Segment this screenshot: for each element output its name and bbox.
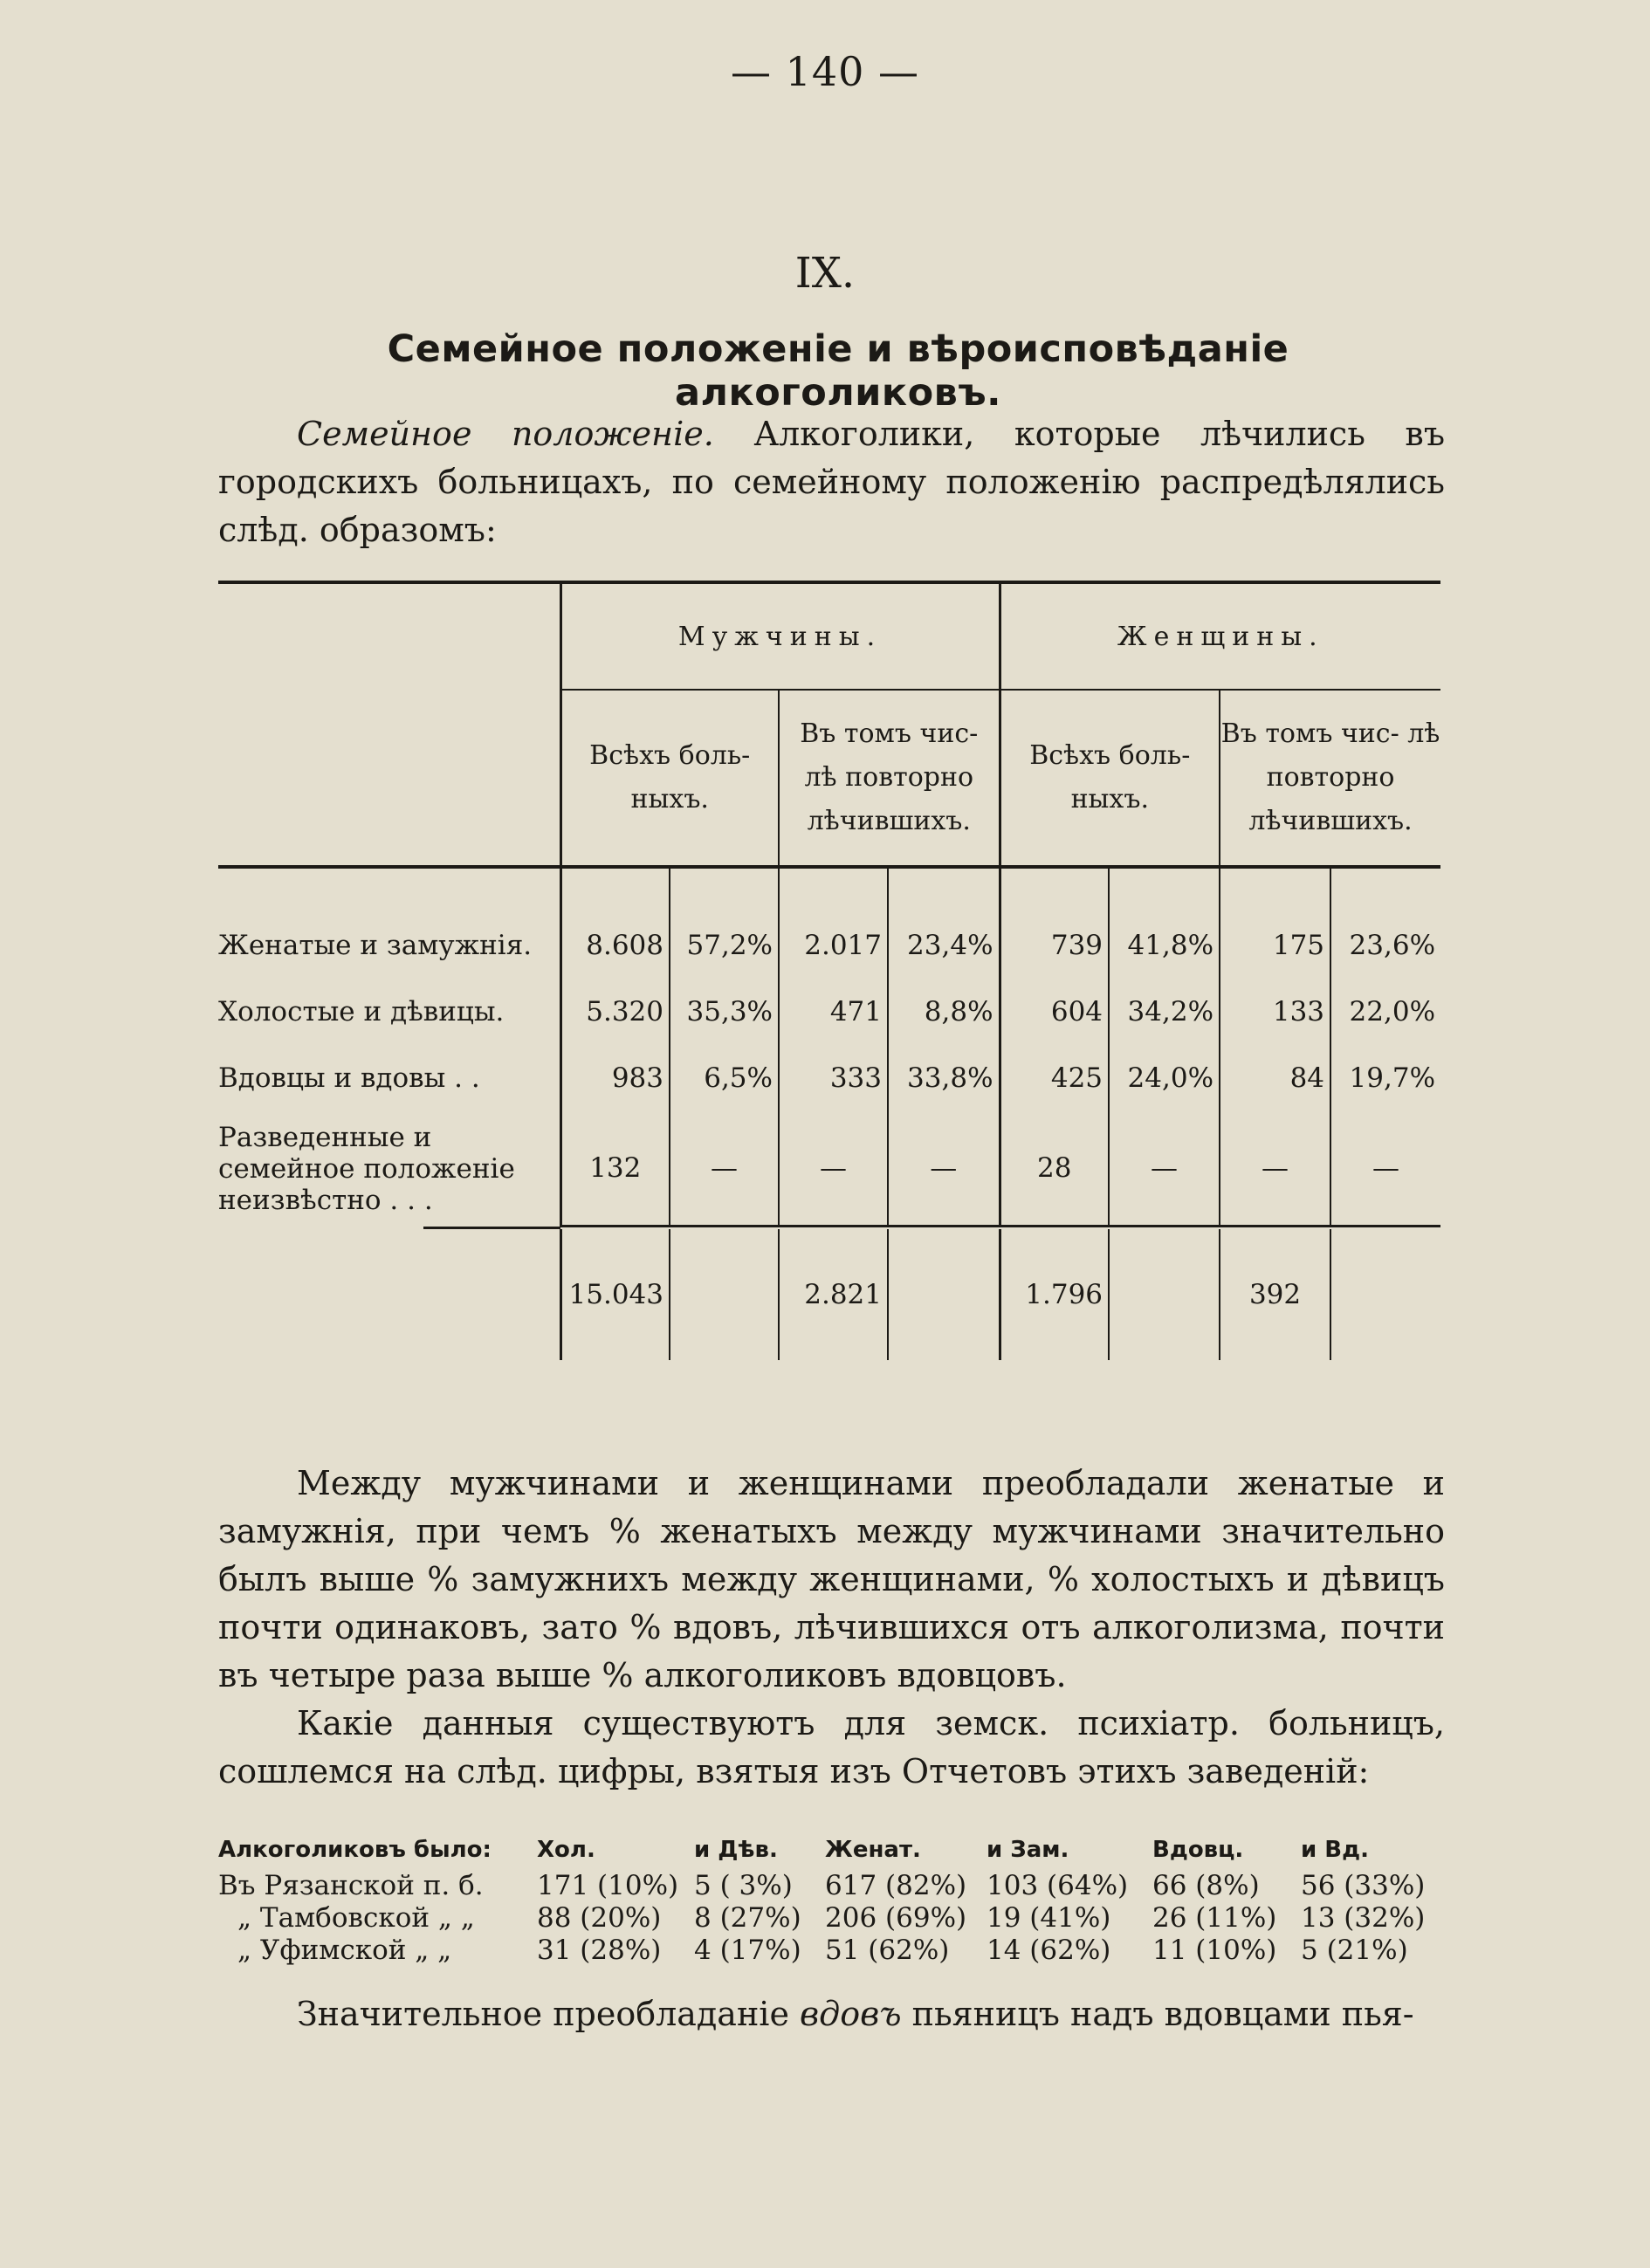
men-all-header: Всѣхъ боль- ныхъ. xyxy=(560,690,779,867)
ending-paragraph xyxy=(218,1990,1445,2038)
stats-cell: 19 (41%) xyxy=(987,1901,1111,1934)
total-cell xyxy=(1330,1229,1440,1360)
stats-cell: 103 (64%) xyxy=(987,1869,1129,1901)
women-repeat-header: Въ томъ чис- лѣ повторно лѣчившихъ. xyxy=(1220,690,1440,867)
cell: — xyxy=(888,1111,1000,1227)
cell: — xyxy=(1109,1111,1220,1227)
row-label: Женатые и замужнiя. xyxy=(218,930,533,961)
stats-cell: 13 (32%) xyxy=(1301,1901,1426,1934)
stats-header-row xyxy=(218,1831,1458,1869)
ending-before: Значительное преобладанiе xyxy=(297,1995,789,2033)
cell: 8,8% xyxy=(888,979,1000,1045)
cell: 23,6% xyxy=(1330,869,1440,979)
totals-label xyxy=(218,1229,560,1360)
stats-cell: „ Тамбовской „ „ xyxy=(237,1901,475,1934)
stats-row xyxy=(218,1934,1458,1966)
cell: 33,8% xyxy=(888,1045,1000,1111)
intro-text: Алкоголики, которые лѣчились въ городскихъ больницахъ, по семейному положенiю распредѣлялись слѣд. образомъ: xyxy=(218,415,1445,549)
cell: 23,4% xyxy=(888,869,1000,979)
stats-header: и Дѣв. xyxy=(694,1837,778,1863)
table-row xyxy=(218,979,1440,1045)
discussion-p2-text: Какiе данныя существуютъ для земск. психiатр. больницъ, сошлемся на слѣд. цифры, взятыя изъ Отчетовъ этихъ заведенiй: xyxy=(218,1704,1445,1790)
stats-cell: 66 (8%) xyxy=(1152,1869,1260,1901)
stats-cell: 14 (62%) xyxy=(987,1934,1111,1966)
cell: 739 xyxy=(1000,869,1109,979)
ending-emphasis: вдовъ xyxy=(800,1995,902,2033)
table-row xyxy=(218,1111,1440,1227)
cell: 425 xyxy=(1000,1045,1109,1111)
stats-header: Хол. xyxy=(537,1837,595,1863)
stats-header: Вдовц. xyxy=(1152,1837,1244,1863)
stats-header: и Вд. xyxy=(1301,1837,1369,1863)
total-cell: 1.796 xyxy=(1000,1229,1109,1360)
cell: 28 xyxy=(1000,1111,1109,1227)
stats-cell: 8 (27%) xyxy=(694,1901,801,1934)
cell: 983 xyxy=(560,1045,670,1111)
stats-cell: 206 (69%) xyxy=(825,1901,967,1934)
zemstvo-stats-table xyxy=(218,1831,1458,1966)
cell: 41,8% xyxy=(1109,869,1220,979)
cell: 133 xyxy=(1220,979,1330,1045)
total-cell xyxy=(670,1229,779,1360)
stats-cell: 88 (20%) xyxy=(537,1901,662,1934)
stats-cell: 5 ( 3%) xyxy=(694,1869,793,1901)
row-label: Вдовцы и вдовы . . xyxy=(218,1062,480,1094)
chapter-heading: Семейное положенiе и вѣроисповѣданiе алкоголиковъ. xyxy=(387,327,1289,415)
cell: 5.320 xyxy=(560,979,670,1045)
cell: 22,0% xyxy=(1330,979,1440,1045)
cell: 333 xyxy=(779,1045,888,1111)
cell: 24,0% xyxy=(1109,1045,1220,1111)
row-label: Разведенные и семейное положенiе неизвѣстно . . . xyxy=(218,1121,515,1216)
row-label: Холостые и дѣвицы. xyxy=(218,996,505,1027)
women-all-header: Всѣхъ боль- ныхъ. xyxy=(1000,690,1220,867)
section-number: IX. xyxy=(794,249,856,298)
discussion-p1 xyxy=(218,1460,1445,1700)
cell: 57,2% xyxy=(670,869,779,979)
stats-cell: 31 (28%) xyxy=(537,1934,662,1966)
stats-cell: 56 (33%) xyxy=(1301,1869,1426,1901)
discussion-paragraphs xyxy=(218,1460,1445,1796)
cell: — xyxy=(779,1111,888,1227)
stats-header: Женат. xyxy=(825,1837,921,1863)
stats-cell: 171 (10%) xyxy=(537,1869,679,1901)
men-repeat-header: Въ томъ чис- лѣ повторно лѣчившихъ. xyxy=(779,690,1000,867)
stats-cell: 617 (82%) xyxy=(825,1869,967,1901)
stats-header: Алкоголиковъ было: xyxy=(218,1837,492,1863)
discussion-p1-text: Между мужчинами и женщинами преобладали женатые и замужнiя, при чемъ % женатыхъ между мужчинами значительно былъ выше % замужнихъ между женщинами, % холостыхъ и дѣвицъ почти одинаковъ, зато % вдовъ, лѣчившихся отъ алкоголизма, почти въ четыре раза выше % алкоголиковъ вдовцовъ. xyxy=(218,1464,1445,1694)
table-row xyxy=(218,869,1440,979)
cell: 6,5% xyxy=(670,1045,779,1111)
total-cell xyxy=(888,1229,1000,1360)
intro-paragraph xyxy=(218,410,1445,554)
cell: 84 xyxy=(1220,1045,1330,1111)
stats-row xyxy=(218,1869,1458,1901)
men-header: Мужчины. xyxy=(560,584,1000,690)
page-number: — 140 — xyxy=(730,48,920,95)
cell: 604 xyxy=(1000,979,1109,1045)
total-cell: 15.043 xyxy=(560,1229,670,1360)
cell: 35,3% xyxy=(670,979,779,1045)
cell: 132 xyxy=(560,1111,670,1227)
table-corner xyxy=(218,584,560,867)
cell: — xyxy=(670,1111,779,1227)
stats-cell: „ Уфимской „ „ xyxy=(237,1934,452,1966)
totals-row xyxy=(218,1229,1440,1360)
cell: — xyxy=(1220,1111,1330,1227)
stats-cell: 11 (10%) xyxy=(1152,1934,1277,1966)
ending-after: пьяницъ надъ вдовцами пья- xyxy=(911,1995,1414,2033)
cell: 8.608 xyxy=(560,869,670,979)
cell: 2.017 xyxy=(779,869,888,979)
stats-cell: 26 (11%) xyxy=(1152,1901,1277,1934)
stats-cell: 5 (21%) xyxy=(1301,1934,1408,1966)
marital-status-table xyxy=(218,581,1440,1360)
cell: 471 xyxy=(779,979,888,1045)
cell: 19,7% xyxy=(1330,1045,1440,1111)
total-cell: 392 xyxy=(1220,1229,1330,1360)
stats-cell: Въ Рязанской п. б. xyxy=(218,1869,484,1901)
women-header: Женщины. xyxy=(1000,584,1440,690)
stats-header: и Зам. xyxy=(987,1837,1069,1863)
cell: — xyxy=(1330,1111,1440,1227)
total-cell xyxy=(1109,1229,1220,1360)
table-row xyxy=(218,1045,1440,1111)
intro-lead: Семейное положенiе. xyxy=(297,415,714,453)
stats-cell: 4 (17%) xyxy=(694,1934,801,1966)
cell: 175 xyxy=(1220,869,1330,979)
total-cell: 2.821 xyxy=(779,1229,888,1360)
cell: 34,2% xyxy=(1109,979,1220,1045)
stats-cell: 51 (62%) xyxy=(825,1934,950,1966)
discussion-p2 xyxy=(218,1700,1445,1796)
stats-row xyxy=(218,1901,1458,1934)
